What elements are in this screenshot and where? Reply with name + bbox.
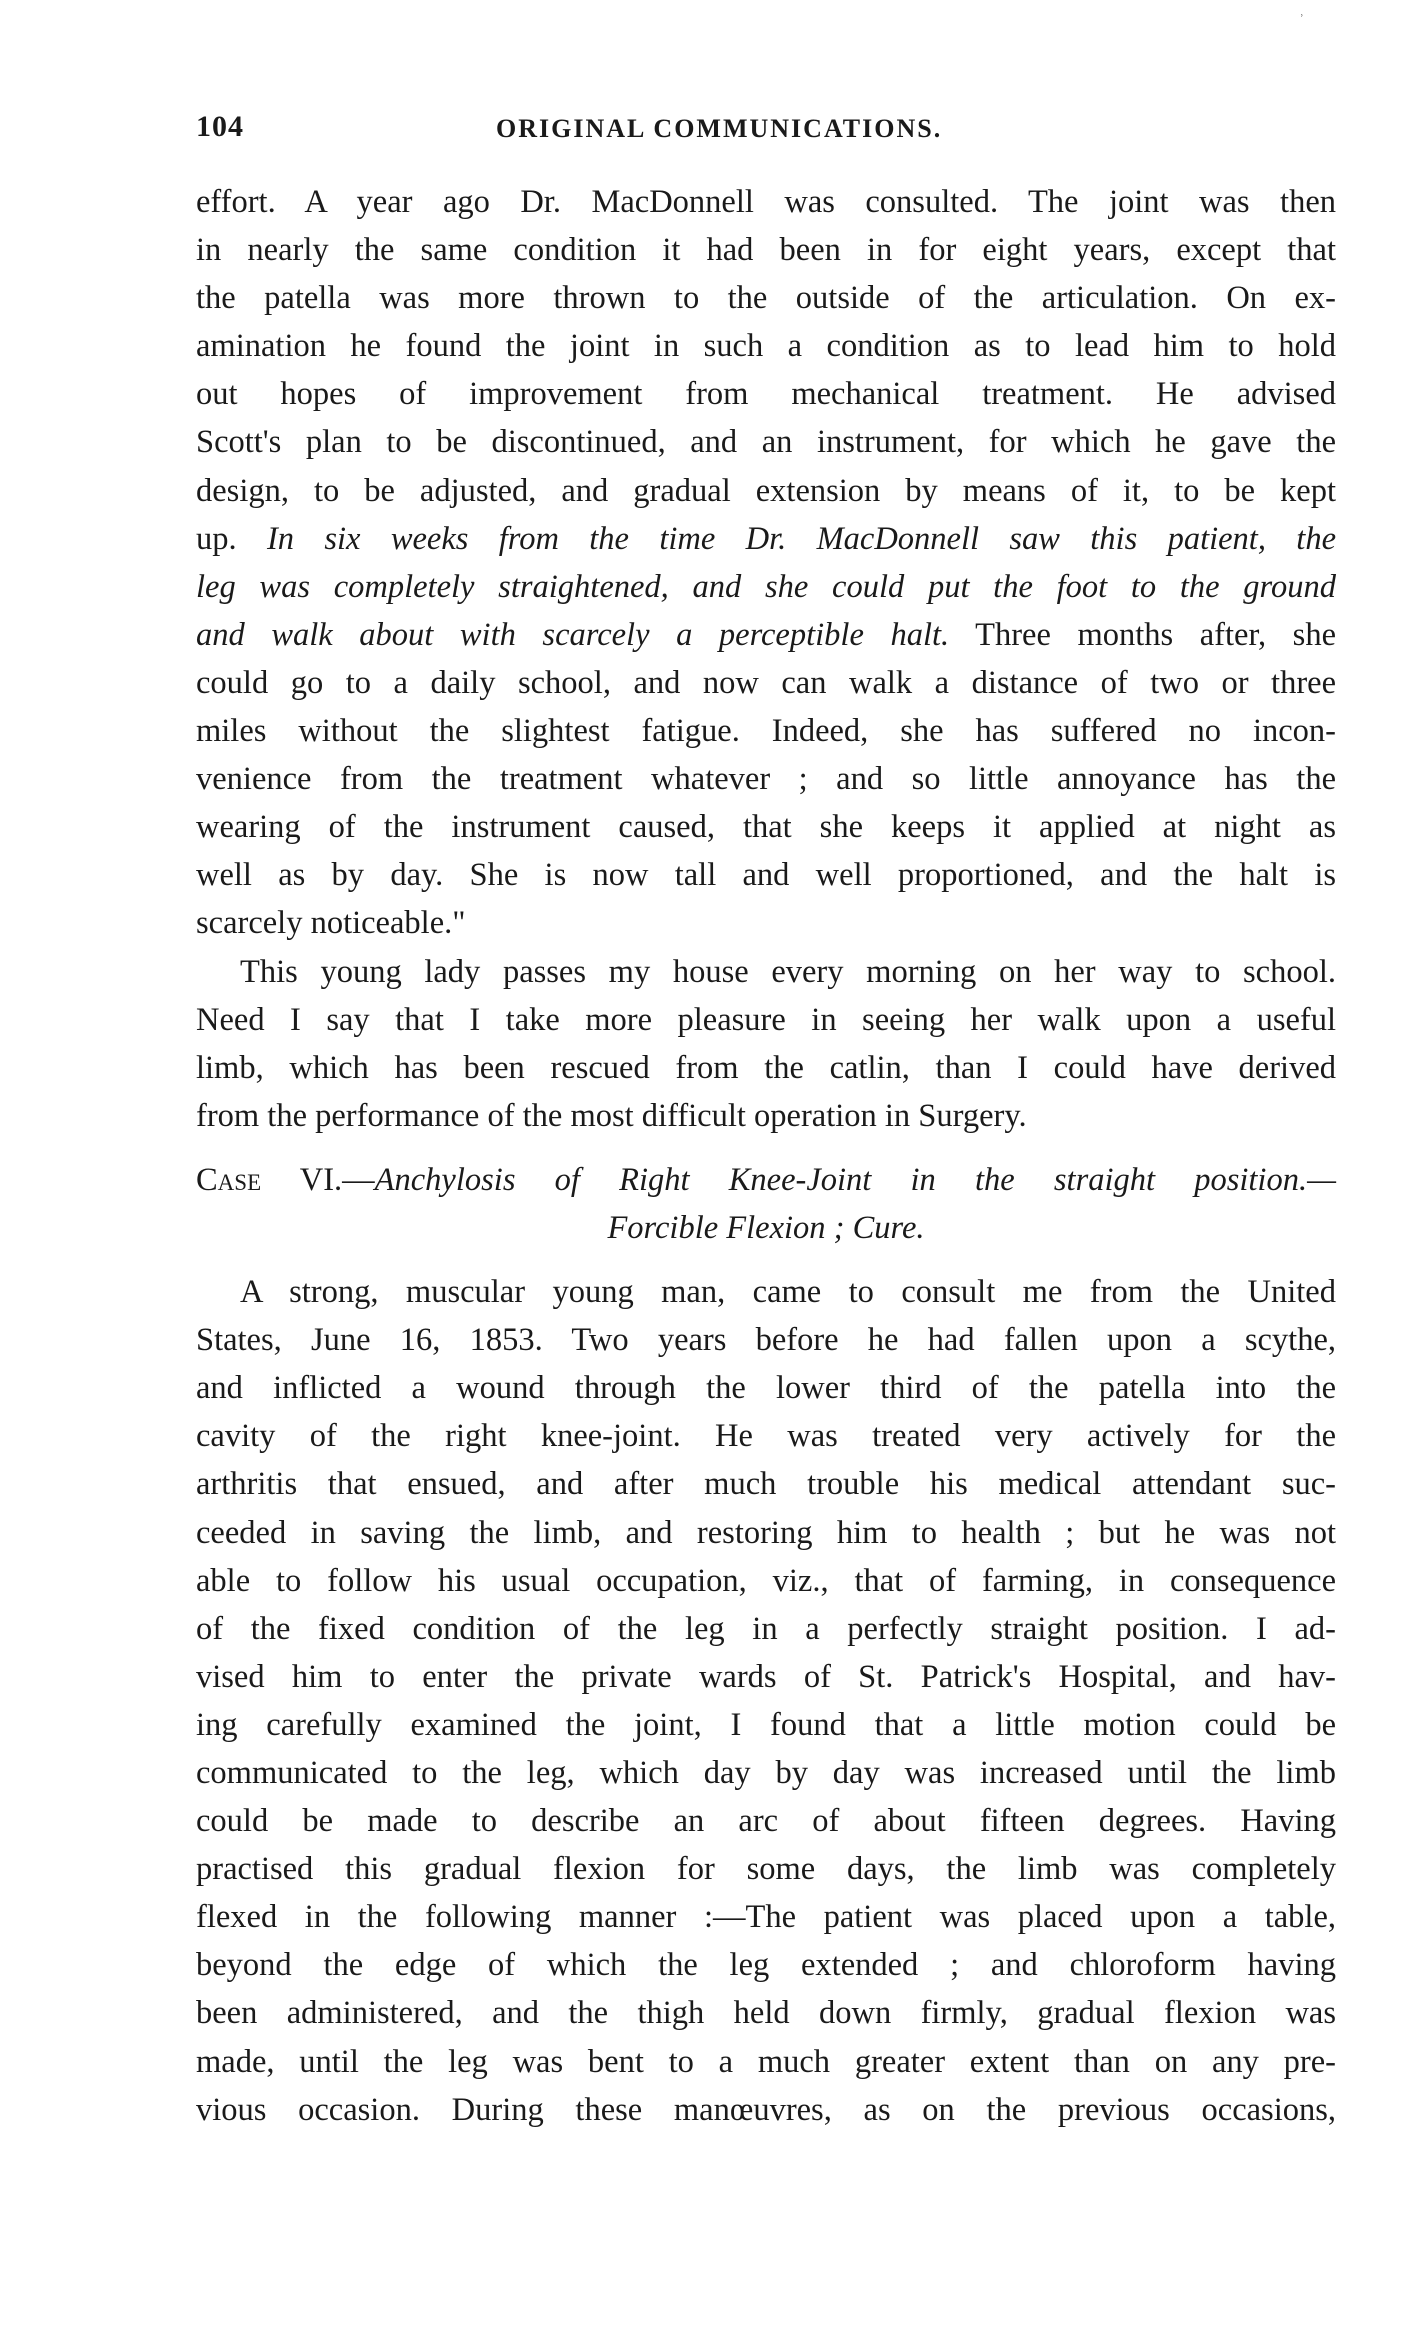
text-line bbox=[196, 515, 1336, 563]
paragraph-continued bbox=[196, 178, 1336, 948]
case-label: Case VI. bbox=[196, 1161, 343, 1198]
text-line: been administered, and the thigh held down firmly, gradual flexion was bbox=[196, 1995, 1336, 2032]
text-line: leg was completely straightened, and she could put the foot to the ground bbox=[196, 568, 1336, 605]
body-text bbox=[196, 178, 1336, 2134]
italic-span: In six weeks from the time Dr. MacDonnell saw this patient, the bbox=[266, 520, 1336, 557]
text-line: able to follow his usual occupation, viz., that of farming, in consequence bbox=[196, 1562, 1336, 1599]
page-number: 104 bbox=[196, 110, 244, 143]
text-line: States, June 16, 1853. Two years before he had fallen upon a scythe, bbox=[196, 1322, 1336, 1359]
text-line: could be made to describe an arc of about fifteen degrees. Having bbox=[196, 1803, 1336, 1840]
text-line: A strong, muscular young man, came to consult me from the United bbox=[240, 1274, 1336, 1311]
text-span: Three months after, she bbox=[949, 616, 1336, 653]
text-line: the patella was more thrown to the outside of the articulation. On ex- bbox=[196, 280, 1336, 317]
text-line: of the fixed condition of the leg in a perfectly straight position. I ad- bbox=[196, 1610, 1336, 1647]
text-line: design, to be adjusted, and gradual extension by means of it, to be kept bbox=[196, 472, 1336, 509]
text-line: vised him to enter the private wards of St. Patrick's Hospital, and hav- bbox=[196, 1658, 1336, 1695]
text-line: from the performance of the most difficult operation in Surgery. bbox=[196, 1097, 1027, 1134]
paragraph bbox=[196, 1268, 1336, 2134]
text-line: and inflicted a wound through the lower third of the patella into the bbox=[196, 1370, 1336, 1407]
text-line: wearing of the instrument caused, that she keeps it applied at night as bbox=[196, 809, 1336, 846]
text-line: venience from the treatment whatever ; and so little annoyance has the bbox=[196, 761, 1336, 798]
text-line: well as by day. She is now tall and well proportioned, and the halt is bbox=[196, 857, 1336, 894]
corner-mark: ˒ bbox=[1299, 6, 1304, 21]
text-line: amination he found the joint in such a condition as to lead him to hold bbox=[196, 328, 1336, 365]
text-line: scarcely noticeable." bbox=[196, 905, 466, 942]
text-line: Scott's plan to be discontinued, and an instrument, for which he gave the bbox=[196, 424, 1336, 461]
running-head bbox=[196, 110, 1336, 150]
text-line: out hopes of improvement from mechanical treatment. He advised bbox=[196, 376, 1336, 413]
text-line: limb, which has been rescued from the catlin, than I could have derived bbox=[196, 1049, 1336, 1086]
spacer bbox=[196, 1252, 1336, 1268]
text-line: made, until the leg was bent to a much greater extent than on any pre- bbox=[196, 2043, 1336, 2080]
text-line: This young lady passes my house every morning on her way to school. bbox=[240, 953, 1336, 990]
text-line bbox=[196, 611, 1336, 659]
text-line: ing carefully examined the joint, I found that a little motion could be bbox=[196, 1706, 1336, 1743]
text-line: vious occasion. During these manœuvres, as on the previous occasions, bbox=[196, 2091, 1336, 2128]
italic-span: and walk about with scarcely a perceptible halt. bbox=[196, 616, 950, 653]
text-line: practised this gradual flexion for some days, the limb was completely bbox=[196, 1851, 1336, 1888]
text-line: ceeded in saving the limb, and restoring him to health ; but he was not bbox=[196, 1514, 1336, 1551]
case-heading-line bbox=[196, 1156, 1336, 1204]
running-title: ORIGINAL COMMUNICATIONS. bbox=[496, 114, 943, 143]
text-line: cavity of the right knee-joint. He was treated very actively for the bbox=[196, 1418, 1336, 1455]
text-line: communicated to the leg, which day by day was increased until the limb bbox=[196, 1755, 1336, 1791]
paragraph bbox=[196, 948, 1336, 1140]
text-line: flexed in the following manner :—The patient was placed upon a table, bbox=[196, 1899, 1336, 1936]
text-line: arthritis that ensued, and after much trouble his medical attendant suc- bbox=[196, 1466, 1336, 1503]
spacer bbox=[196, 1140, 1336, 1156]
text-line: beyond the edge of which the leg extended ; and chloroform having bbox=[196, 1947, 1336, 1984]
text-line: could go to a daily school, and now can walk a distance of two or three bbox=[196, 664, 1336, 701]
text-line: Need I say that I take more pleasure in seeing her walk upon a useful bbox=[196, 1001, 1336, 1038]
case-subtitle: Forcible Flexion ; Cure. bbox=[607, 1209, 925, 1246]
case-heading bbox=[196, 1156, 1336, 1252]
text-line: miles without the slightest fatigue. Indeed, she has suffered no incon- bbox=[196, 713, 1336, 750]
page bbox=[196, 110, 1336, 2134]
text-span: up. bbox=[196, 520, 267, 557]
text-line: in nearly the same condition it had been in for eight years, except that bbox=[196, 232, 1336, 269]
case-title: Anchylosis of Right Knee-Joint in the straight position.— bbox=[374, 1161, 1336, 1198]
text-line: effort. A year ago Dr. MacDonnell was consulted. The joint was then bbox=[196, 184, 1336, 220]
case-dash: — bbox=[342, 1161, 375, 1198]
